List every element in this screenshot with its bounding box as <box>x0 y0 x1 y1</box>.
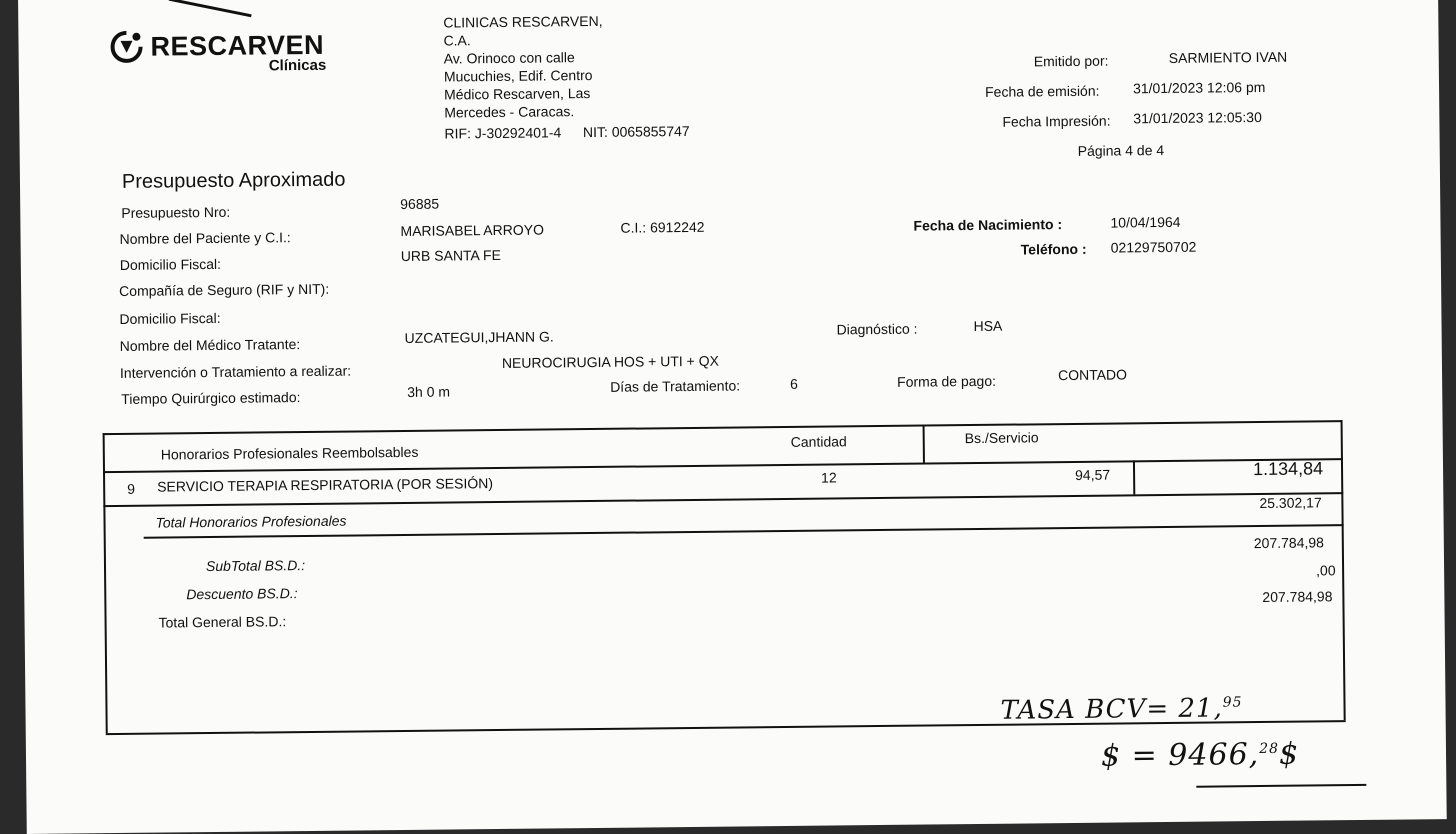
company-info <box>443 11 689 143</box>
pen-stroke <box>169 0 252 17</box>
row-desc: SERVICIO TERAPIA RESPIRATORIA (POR SESIÓN) <box>157 475 494 495</box>
paciente-value: MARISABEL ARROYO <box>400 221 545 240</box>
row-num: 9 <box>127 480 136 497</box>
presupuesto-value: 96885 <box>400 195 440 213</box>
col-divider <box>923 425 925 463</box>
subtotal-value: 207.784,98 <box>1253 534 1324 552</box>
tasa-text: TASA BCV= 21, <box>1000 693 1223 726</box>
pagina-label: Página <box>1077 142 1122 159</box>
nacimiento-value: 10/04/1964 <box>1110 213 1181 231</box>
handwritten-dollar <box>1101 737 1299 774</box>
tiempo-value: 3h 0 m <box>407 383 451 400</box>
medico-label: Nombre del Médico Tratante: <box>119 336 301 354</box>
logo-name: RESCARVEN <box>150 29 325 62</box>
descuento-value: ,00 <box>1316 562 1336 579</box>
emitido-value: SARMIENTO IVAN <box>1168 48 1288 66</box>
telefono-label: Teléfono : <box>1020 240 1087 258</box>
paciente-label: Nombre del Paciente y C.I.: <box>119 229 291 247</box>
pago-label: Forma de pago: <box>897 372 997 390</box>
dollar-sign: $ <box>1278 736 1300 772</box>
col-header-servicio: Bs./Servicio <box>964 429 1039 447</box>
pagina <box>1078 142 1165 159</box>
logo-sub: Clínicas <box>268 56 327 75</box>
document-page <box>18 0 1447 834</box>
total-honorarios-value: 25.302,17 <box>1259 494 1322 512</box>
pagina-value: 4 de 4 <box>1125 142 1165 159</box>
rif: RIF: J-30292401-4 <box>444 124 562 142</box>
table-border-top <box>103 420 1343 435</box>
tasa-sup: 95 <box>1222 694 1243 711</box>
fecha-impresion-label: Fecha Impresión: <box>1002 112 1111 130</box>
handwritten-tasa <box>1000 693 1242 726</box>
nacimiento-label: Fecha de Nacimiento : <box>913 216 1063 234</box>
row-cantidad: 12 <box>821 469 837 486</box>
table-border-left <box>103 433 108 733</box>
diagnostico-label: Diagnóstico : <box>836 320 918 338</box>
table-border-right <box>1341 420 1346 720</box>
telefono-value: 02129750702 <box>1110 238 1197 256</box>
dias-label: Días de Tratamiento: <box>610 377 741 395</box>
company-line: Mercedes - Caracas. <box>444 103 575 121</box>
company-line: Mucuchies, Edif. Centro <box>443 66 593 85</box>
domicilio-label: Domicilio Fiscal: <box>119 255 222 273</box>
pago-value: CONTADO <box>1057 366 1128 384</box>
company-line: Médico Rescarven, Las <box>443 85 591 103</box>
dollar-sup: 28 <box>1259 740 1280 758</box>
total-general-value: 207.784,98 <box>1262 588 1333 606</box>
seguro-label: Compañía de Seguro (RIF y NIT): <box>119 280 330 299</box>
tiempo-label: Tiempo Quirúrgico estimado: <box>121 389 301 407</box>
logo-icon <box>106 27 146 67</box>
row-rule <box>103 492 1343 507</box>
presupuesto-label: Presupuesto Nro: <box>121 203 231 221</box>
total-general-label: Total General BS.D.: <box>158 613 287 631</box>
company-line: C.A. <box>443 32 471 49</box>
ci-value: C.I.: 6912242 <box>620 218 705 236</box>
company-line: CLINICAS RESCARVEN, <box>443 12 603 31</box>
descuento-label: Descuento BS.D.: <box>186 585 298 603</box>
fecha-impresion-value: 31/01/2023 12:05:30 <box>1133 108 1262 127</box>
domicilio-value: URB SANTA FE <box>400 246 501 265</box>
handwritten-underline <box>1196 784 1366 788</box>
subtotal-label: SubTotal BS.D.: <box>205 557 306 575</box>
dollar-text: $ = 9466, <box>1100 737 1260 774</box>
fecha-emision-label: Fecha de emisión: <box>984 82 1100 100</box>
nit: NIT: 0065855747 <box>582 122 690 141</box>
fecha-emision-value: 31/01/2023 12:06 pm <box>1132 78 1266 97</box>
total-honorarios-label: Total Honorarios Profesionales <box>155 512 347 531</box>
col-header-concepto: Honorarios Profesionales Reembolsables <box>160 443 419 463</box>
dias-value: 6 <box>790 375 799 392</box>
cell-divider <box>1133 460 1135 494</box>
row-precio: 94,57 <box>1075 466 1111 483</box>
medico-value: UZCATEGUI,JHANN G. <box>404 328 554 346</box>
emitido-label: Emitido por: <box>1033 52 1109 70</box>
diagnostico-value: HSA <box>973 317 1003 335</box>
intervencion-value: NEUROCIRUGIA HOS + UTI + QX <box>501 352 720 371</box>
row-total: 1.134,84 <box>1252 458 1324 480</box>
intervencion-label: Intervención o Tratamiento a realizar: <box>119 362 352 381</box>
page-title: Presupuesto Aproximado <box>121 168 346 193</box>
domicilio2-label: Domicilio Fiscal: <box>119 309 221 327</box>
company-line: Av. Orinoco con calle <box>443 49 575 67</box>
col-header-cantidad: Cantidad <box>790 433 847 450</box>
